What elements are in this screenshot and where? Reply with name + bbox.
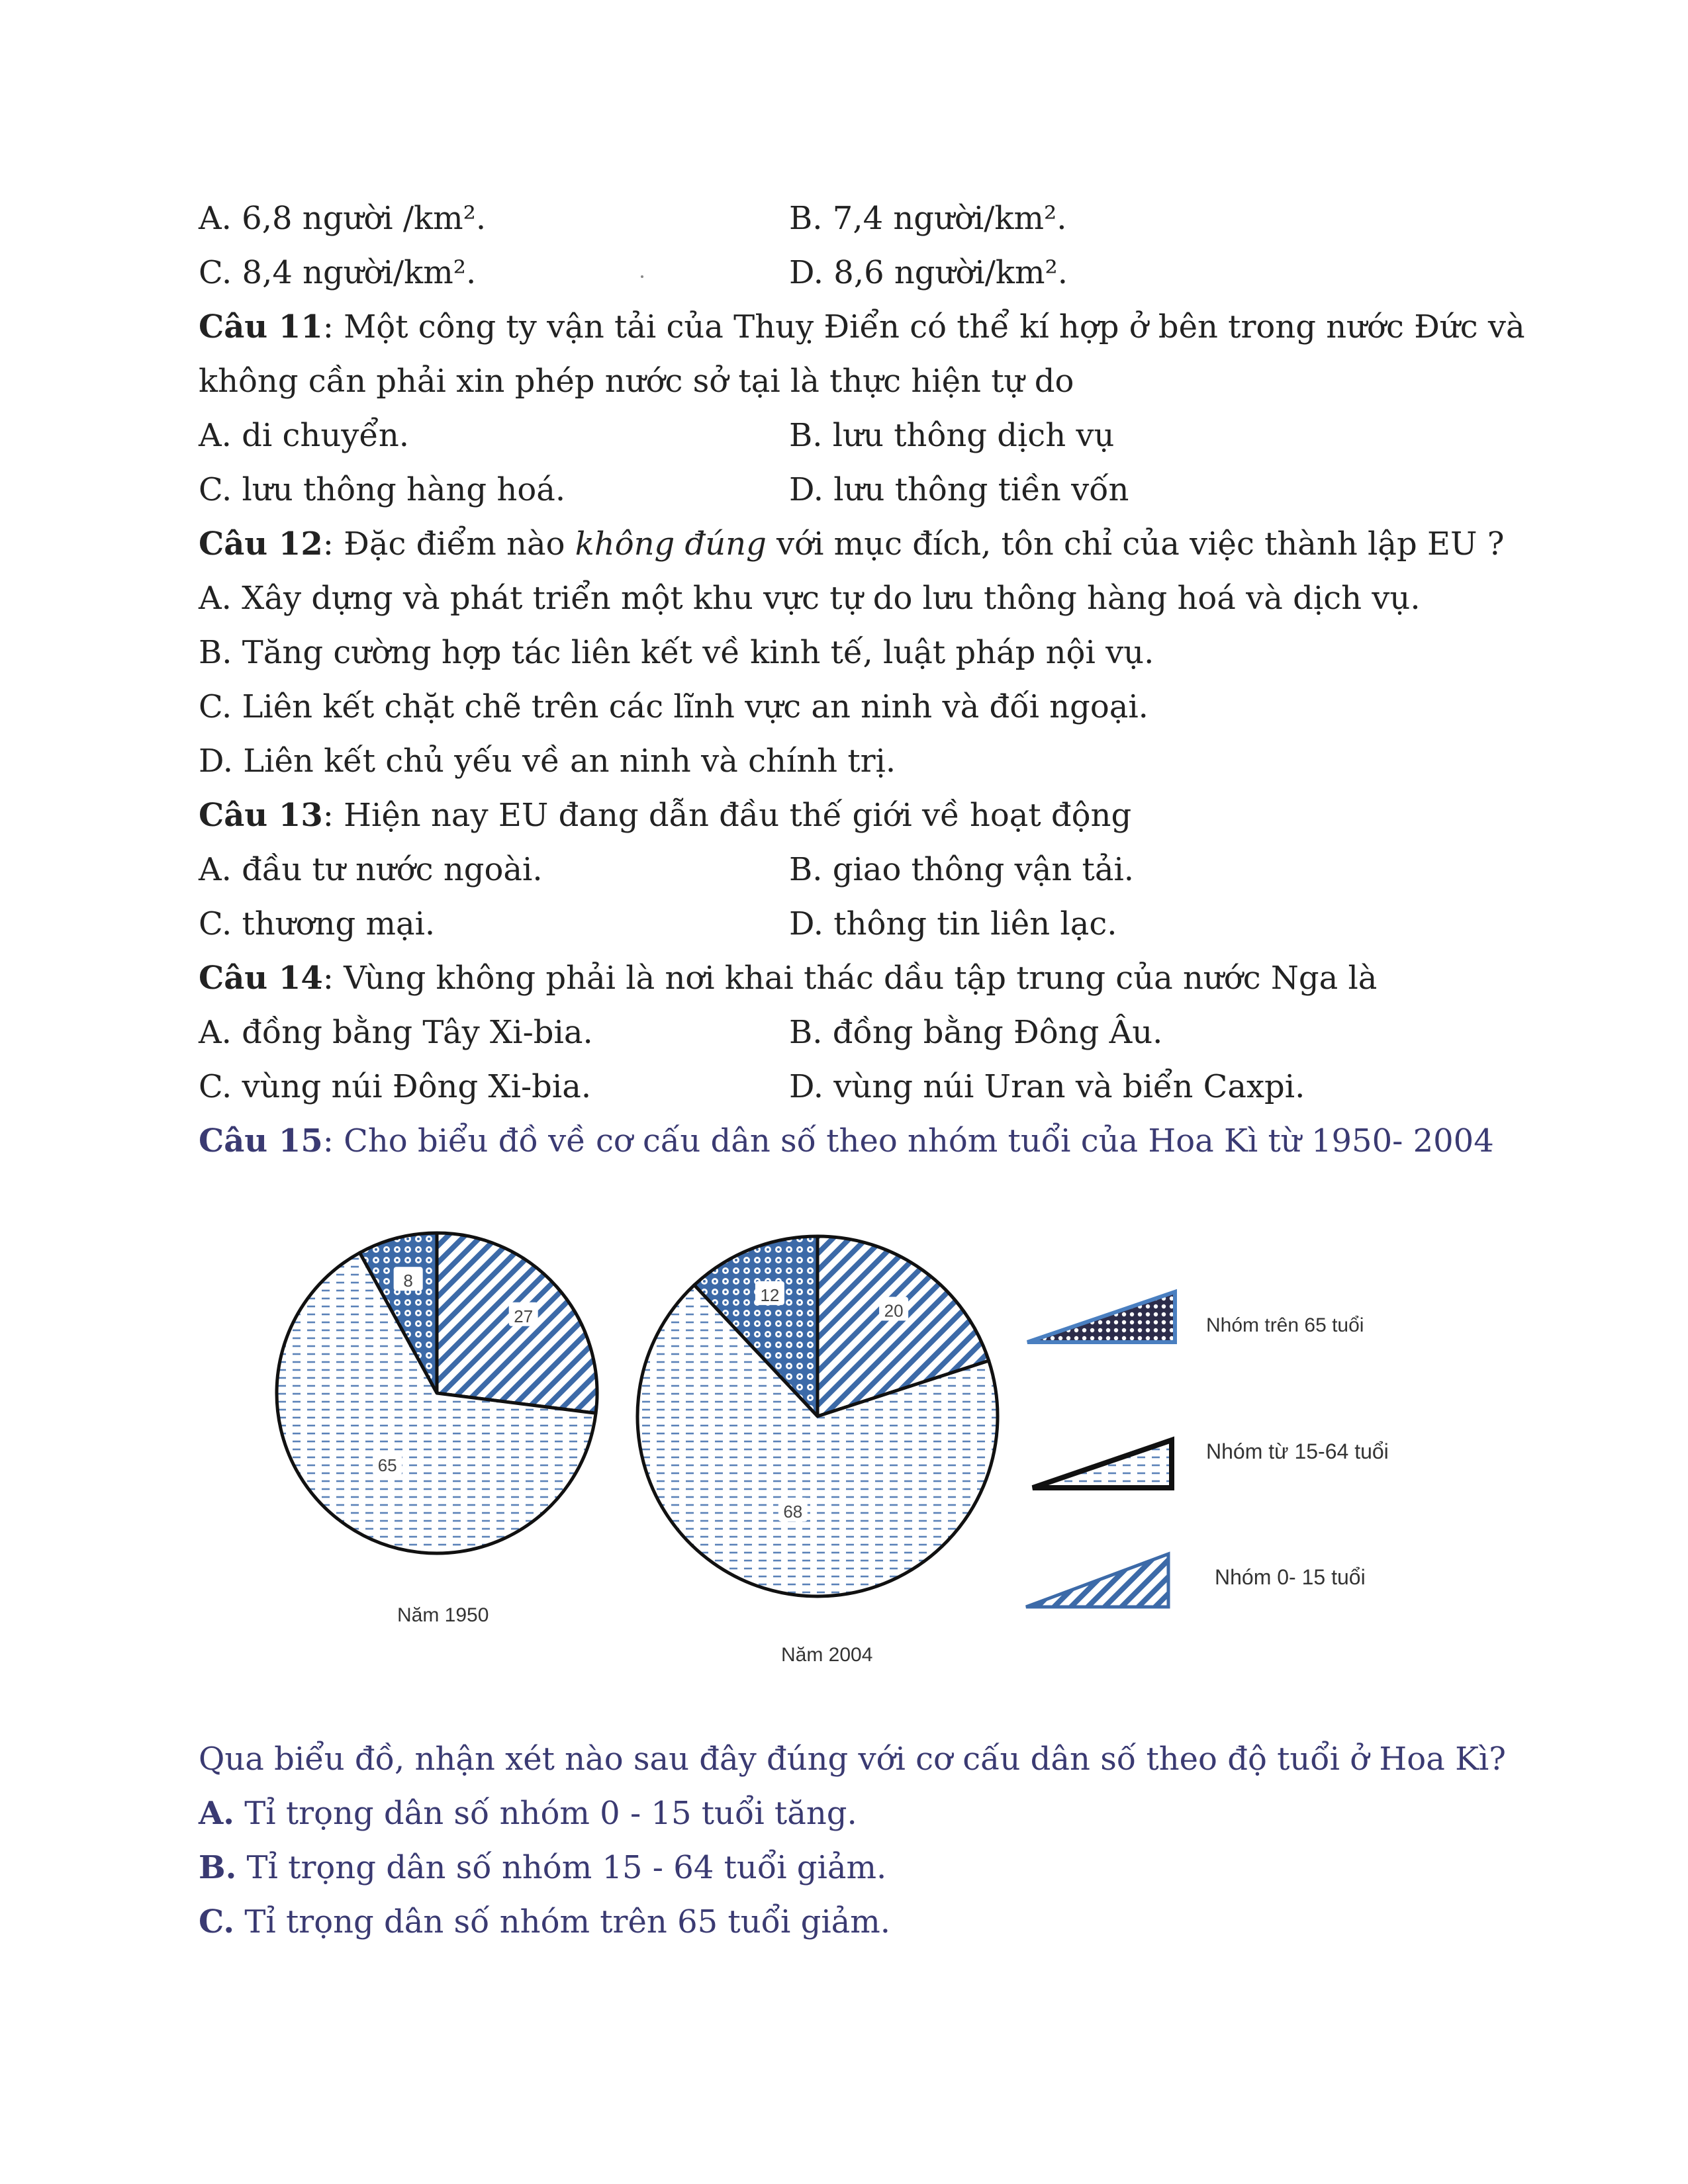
pie-p1950-value-age0-15: 27	[514, 1306, 534, 1326]
q14-number: Câu 14	[199, 960, 323, 997]
q15-stem	[199, 1121, 1494, 1161]
q12-text-emphasis: không đúng	[575, 525, 767, 563]
q14-option-c	[199, 1067, 591, 1107]
q13-option-c	[199, 904, 435, 944]
q12-option-b-text: B. Tăng cường hợp tác liên kết về kinh tế, luật pháp nội vụ.	[199, 634, 1154, 671]
q15-question-text: Qua biểu đồ, nhận xét nào sau đây đúng với cơ cấu dân số theo độ tuổi ở Hoa Kì?	[199, 1741, 1507, 1778]
q11-option-a	[199, 416, 409, 455]
q11-option-d	[789, 470, 1129, 510]
q12-option-b	[199, 633, 1154, 672]
q13-option-c-text: C. thương mại.	[199, 905, 436, 942]
q12-option-d	[199, 741, 896, 781]
q11-stem-cont	[199, 361, 1074, 401]
q10-option-b-text: B. 7,4 người/km².	[789, 200, 1067, 237]
q12-number: Câu 12	[199, 525, 323, 563]
legend-swatch-over65	[1027, 1292, 1175, 1342]
q15-option-a	[199, 1794, 857, 1833]
legend-swatch-15-64	[1033, 1440, 1172, 1488]
q15-question	[199, 1739, 1506, 1779]
q12-option-c	[199, 687, 1149, 727]
pie-2004-label: Năm 2004	[781, 1644, 873, 1666]
pie-1950	[277, 1233, 597, 1553]
q10-option-c-text: C. 8,4 người/km².	[199, 254, 477, 291]
q12-text-post: với mục đích, tôn chỉ của việc thành lập EU ?	[766, 525, 1505, 563]
q12-option-c-text: C. Liên kết chặt chẽ trên các lĩnh vực an ninh và đối ngoại.	[199, 688, 1149, 725]
pie-p2004-value-age15-64: 68	[783, 1501, 803, 1522]
q13-option-b-text: B. giao thông vận tải.	[789, 851, 1135, 888]
legend-label-over65: Nhóm trên 65 tuổi	[1206, 1314, 1364, 1336]
q14-stem	[199, 958, 1377, 998]
q10-option-a-text: A. 6,8 người /km².	[199, 200, 487, 237]
q13-option-d-text: D. thông tin liên lạc.	[789, 905, 1117, 942]
pie-1950-label: Năm 1950	[397, 1604, 489, 1626]
q13-text: : Hiện nay EU đang dẫn đầu thế giới về hoạt động	[322, 797, 1132, 834]
legend-label-0-15: Nhóm 0- 15 tuổi	[1215, 1565, 1366, 1589]
q15-option-b-letter: B.	[199, 1849, 237, 1886]
q11-option-d-text: D. lưu thông tiền vốn	[789, 471, 1129, 508]
legend-label-15-64: Nhóm từ 15-64 tuổi	[1206, 1439, 1389, 1463]
q12-stem	[199, 524, 1504, 564]
q11-stem	[199, 307, 1525, 347]
q10-option-a	[199, 199, 486, 238]
q13-option-b	[789, 850, 1134, 889]
q11-text-line1: : Một công ty vận tải của Thuỵ Điển có thể kí hợp ở bên trong nước Đức và	[322, 308, 1525, 345]
q11-option-b	[789, 416, 1114, 455]
q14-option-b-text: B. đồng bằng Đông Âu.	[789, 1014, 1163, 1051]
chart-legend	[1026, 1292, 1389, 1607]
q14-option-a-text: A. đồng bằng Tây Xi-bia.	[199, 1014, 593, 1051]
q14-option-a	[199, 1013, 593, 1052]
q13-stem	[199, 796, 1131, 835]
q11-option-c-text: C. lưu thông hàng hoá.	[199, 471, 566, 508]
q11-text-line2: không cần phải xin phép nước sở tại là thực hiện tự do	[199, 363, 1074, 400]
pie-p2004-value-over65: 12	[760, 1285, 780, 1305]
q12-option-a-text: A. Xây dựng và phát triển một khu vực tự do lưu thông hàng hoá và dịch vụ.	[199, 580, 1421, 617]
q15-option-a-text: Tỉ trọng dân số nhóm 0 - 15 tuổi tăng.	[234, 1795, 857, 1832]
pie-p1950-value-age15-64: 65	[377, 1455, 397, 1476]
q15-number: Câu 15	[199, 1122, 323, 1160]
q11-number: Câu 11	[199, 308, 323, 345]
legend-swatch-0-15	[1026, 1554, 1168, 1607]
population-pie-chart	[0, 1191, 1688, 1666]
q13-number: Câu 13	[199, 797, 323, 834]
q12-text-pre: : Đặc điểm nào	[322, 525, 575, 563]
q14-option-d	[789, 1067, 1305, 1107]
q11-option-c	[199, 470, 565, 510]
q12-option-d-text: D. Liên kết chủ yếu về an ninh và chính trị.	[199, 743, 896, 780]
q13-option-a	[199, 850, 543, 889]
q11-option-b-text: B. lưu thông dịch vụ	[789, 417, 1115, 454]
q13-option-d	[789, 904, 1117, 944]
pie-2004	[637, 1236, 998, 1596]
pie-p2004-value-age0-15: 20	[884, 1300, 904, 1321]
q15-option-c	[199, 1902, 890, 1942]
q11-option-a-text: A. di chuyển.	[199, 417, 410, 454]
q10-option-c	[199, 253, 476, 293]
q15-option-b	[199, 1848, 886, 1888]
q10-option-d	[789, 253, 1068, 293]
q14-option-d-text: D. vùng núi Uran và biển Caxpi.	[789, 1068, 1305, 1105]
q10-option-d-text: D. 8,6 người/km².	[789, 254, 1068, 291]
q14-option-b	[789, 1013, 1162, 1052]
q10-option-b	[789, 199, 1066, 238]
q14-text: : Vùng không phải là nơi khai thác dầu tập trung của nước Nga là	[322, 960, 1378, 997]
q15-option-b-text: Tỉ trọng dân số nhóm 15 - 64 tuổi giảm.	[236, 1849, 887, 1886]
q15-option-c-text: Tỉ trọng dân số nhóm trên 65 tuổi giảm.	[234, 1903, 891, 1940]
q15-text: : Cho biểu đồ về cơ cấu dân số theo nhóm tuổi của Hoa Kì từ 1950- 2004	[322, 1122, 1494, 1160]
q14-option-c-text: C. vùng núi Đông Xi-bia.	[199, 1068, 592, 1105]
pie-p1950-value-over65: 8	[403, 1271, 413, 1291]
q15-option-a-letter: A.	[199, 1795, 234, 1832]
q15-option-c-letter: C.	[199, 1903, 235, 1940]
q13-option-a-text: A. đầu tư nước ngoài.	[199, 851, 543, 888]
q12-option-a	[199, 578, 1421, 618]
stray-dot	[641, 275, 643, 278]
